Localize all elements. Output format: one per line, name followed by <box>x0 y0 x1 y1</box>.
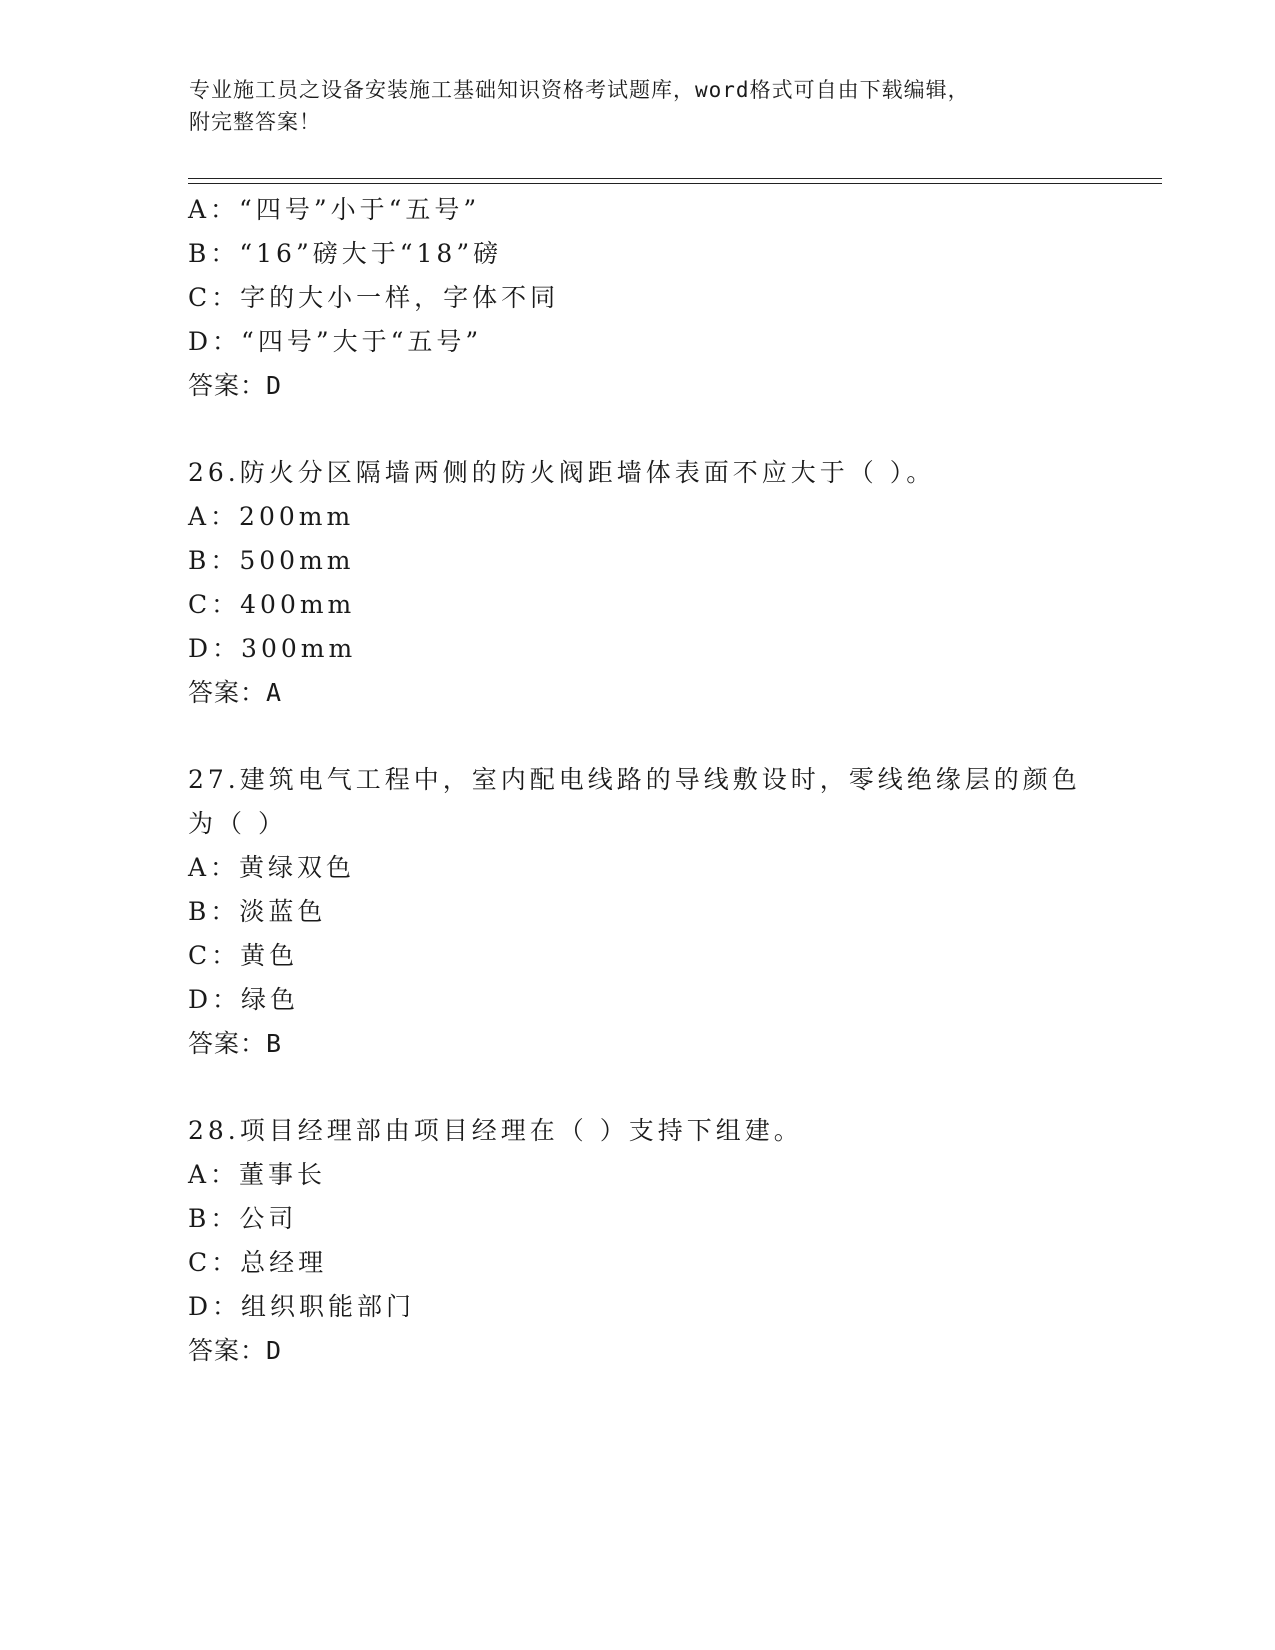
question-27-answer <box>188 1028 282 1060</box>
question-27-option-a: A：黄绿双色 <box>188 853 356 882</box>
answer-value: A <box>266 678 283 707</box>
question-26-option-d: D：300mm <box>188 634 357 663</box>
question-27-option-b: B：淡蓝色 <box>188 897 327 926</box>
page-header <box>189 74 1089 138</box>
answer-label: 答案： <box>188 1336 267 1365</box>
header-divider-top <box>188 178 1162 179</box>
answer-value: D <box>266 1336 283 1365</box>
prev-option-b: B：“16”磅大于“18”磅 <box>188 239 503 268</box>
question-26-stem: 26.防火分区隔墙两侧的防火阀距墙体表面不应大于（ ）。 <box>188 458 936 487</box>
question-27-option-c: C：黄色 <box>188 941 299 970</box>
header-line-2: 附完整答案！ <box>189 110 321 134</box>
question-27-option-d: D：绿色 <box>188 985 300 1014</box>
question-28-option-b: B：公司 <box>188 1204 298 1233</box>
question-26-option-b: B：500mm <box>188 546 355 575</box>
question-28-option-d: D：组织职能部门 <box>188 1292 416 1321</box>
answer-value: D <box>266 371 283 400</box>
question-28-answer <box>188 1335 282 1367</box>
answer-label: 答案： <box>188 1029 267 1058</box>
prev-answer <box>188 370 282 402</box>
question-28-option-a: A：董事长 <box>188 1160 327 1189</box>
question-28-option-c: C：总经理 <box>188 1248 328 1277</box>
prev-option-d: D：“四号”大于“五号” <box>188 327 483 356</box>
question-27-stem-line-1: 27.建筑电气工程中，室内配电线路的导线敷设时，零线绝缘层的颜色 <box>188 765 1081 794</box>
question-26-option-a: A：200mm <box>188 502 355 531</box>
question-26-option-c: C：400mm <box>188 590 356 619</box>
answer-label: 答案： <box>188 678 267 707</box>
answer-value: B <box>266 1029 283 1058</box>
header-divider-bottom <box>188 183 1162 184</box>
answer-label: 答案： <box>188 371 267 400</box>
question-28-stem: 28.项目经理部由项目经理在（ ）支持下组建。 <box>188 1116 803 1145</box>
prev-option-a: A：“四号”小于“五号” <box>188 195 481 224</box>
question-27-stem-line-2: 为（ ） <box>188 809 287 838</box>
question-26-answer <box>188 677 282 709</box>
header-line-1: 专业施工员之设备安装施工基础知识资格考试题库，word格式可自由下载编辑， <box>189 78 970 102</box>
prev-option-c: C：字的大小一样，字体不同 <box>188 283 560 312</box>
